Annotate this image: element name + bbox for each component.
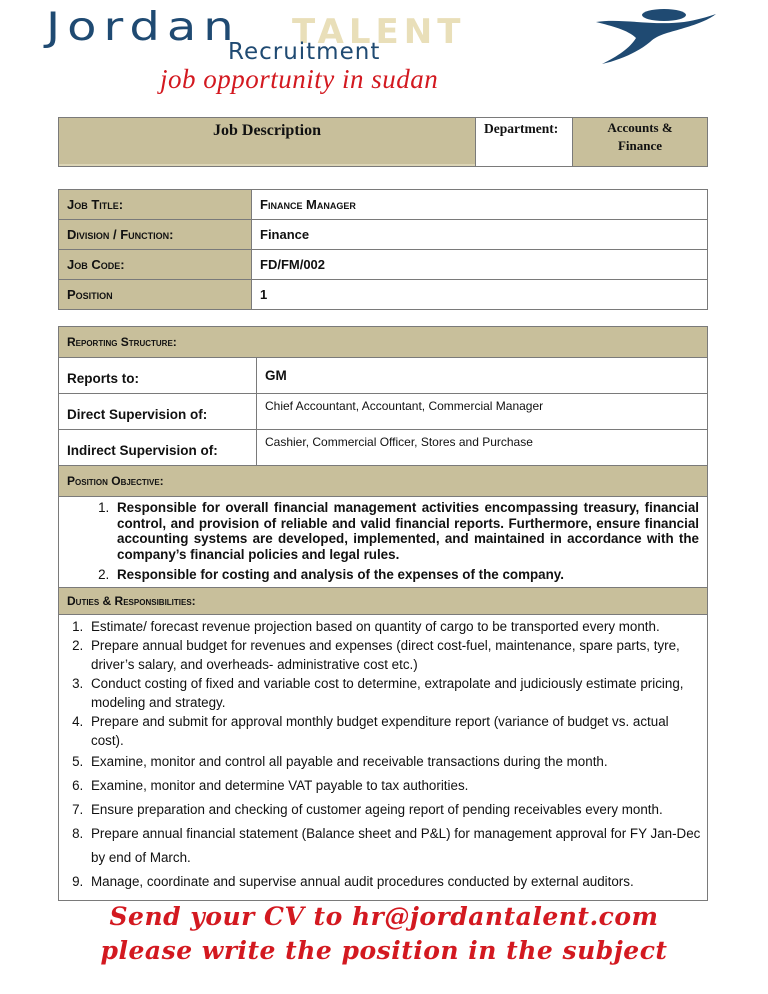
document-title: Job Description — [59, 118, 476, 167]
indirect-supervision-label: Indirect Supervision of: — [59, 430, 257, 466]
job-title-label: Job Title: — [59, 190, 252, 220]
application-instructions — [0, 900, 768, 968]
logo-wordmark-jordan: Jordan — [46, 4, 241, 50]
list-item: 2. Responsible for costing and analysis of the expenses of the company. — [113, 567, 699, 583]
job-code-label: Job Code: — [59, 250, 252, 280]
reporting-structure-table — [58, 326, 708, 466]
list-item: 1. Responsible for overall financial management activities encompassing treasury, financial control, and provision of reliable and valid financial reports. Furthermore, ensure financial accounting systems are developed, implemented, and maintained in accordance with the company’s financial policies and legal rules. — [113, 500, 699, 562]
duties-body — [59, 614, 708, 900]
list-item: 8. Prepare annual financial statement (Balance sheet and P&L) for management approval for FY Jan-Dec by end of March. — [87, 822, 701, 870]
list-item: 7. Ensure preparation and checking of customer ageing report of pending receivables every month. — [87, 798, 701, 822]
reports-to-value: GM — [257, 358, 708, 394]
job-info-table — [58, 189, 708, 310]
table-row — [59, 220, 708, 250]
job-location-tagline: job opportunity in sudan — [160, 64, 439, 94]
reporting-structure-heading: Reporting Structure: — [59, 327, 708, 358]
department-value-line1: Accounts & — [607, 120, 673, 135]
duties-list — [63, 617, 701, 894]
logo-subtitle: Recruitment — [228, 39, 381, 65]
reports-to-label: Reports to: — [59, 358, 257, 394]
division-label: Division / Function: — [59, 220, 252, 250]
department-value — [573, 118, 708, 167]
department-value-line2: Finance — [617, 138, 663, 153]
list-item: 1. Estimate/ forecast revenue projection based on quantity of cargo to be transported every month. — [87, 617, 701, 636]
table-row — [59, 358, 708, 394]
subject-instruction-line: please write the position in the subject — [100, 936, 668, 965]
running-person-icon — [592, 4, 722, 66]
table-row — [59, 190, 708, 220]
position-objective-heading: Position Objective: — [59, 466, 708, 497]
list-item: 6. Examine, monitor and determine VAT payable to tax authorities. — [87, 774, 701, 798]
direct-supervision-label: Direct Supervision of: — [59, 394, 257, 430]
position-label: Position — [59, 280, 252, 310]
company-logo — [0, 0, 768, 100]
list-item: 3. Conduct costing of fixed and variable cost to determine, extrapolate and judiciously estimate pricing, modeling and strategy. — [87, 674, 701, 712]
division-value: Finance — [252, 220, 708, 250]
direct-supervision-value: Chief Accountant, Accountant, Commercial Manager — [257, 394, 708, 430]
send-cv-line: Send your CV to hr@jordantalent.com — [109, 902, 659, 931]
job-code-value: FD/FM/002 — [252, 250, 708, 280]
job-description-header-table — [58, 117, 708, 167]
position-value: 1 — [252, 280, 708, 310]
table-row — [59, 394, 708, 430]
list-item: 2. Prepare annual budget for revenues and expenses (direct cost-fuel, maintenance, spare parts, tyre, driver’s salary, and overheads- administrative cost etc.) — [87, 636, 701, 674]
position-objective-body — [59, 497, 708, 588]
indirect-supervision-value: Cashier, Commercial Officer, Stores and Purchase — [257, 430, 708, 466]
duties-heading: Duties & Responsibilities: — [59, 587, 708, 614]
objective-list — [67, 500, 699, 583]
table-row — [59, 280, 708, 310]
logo-wordmark-talent: TALENT — [292, 12, 466, 52]
table-row — [59, 250, 708, 280]
department-label: Department: — [476, 118, 573, 167]
objective-duties-table — [58, 465, 708, 901]
list-item: 9. Manage, coordinate and supervise annual audit procedures conducted by external auditors. — [87, 870, 701, 894]
table-row — [59, 430, 708, 466]
list-item: 5. Examine, monitor and control all payable and receivable transactions during the month. — [87, 750, 701, 774]
list-item: 4. Prepare and submit for approval monthly budget expenditure report (variance of budget vs. actual cost). — [87, 712, 701, 750]
job-title-value: Finance Manager — [252, 190, 708, 220]
